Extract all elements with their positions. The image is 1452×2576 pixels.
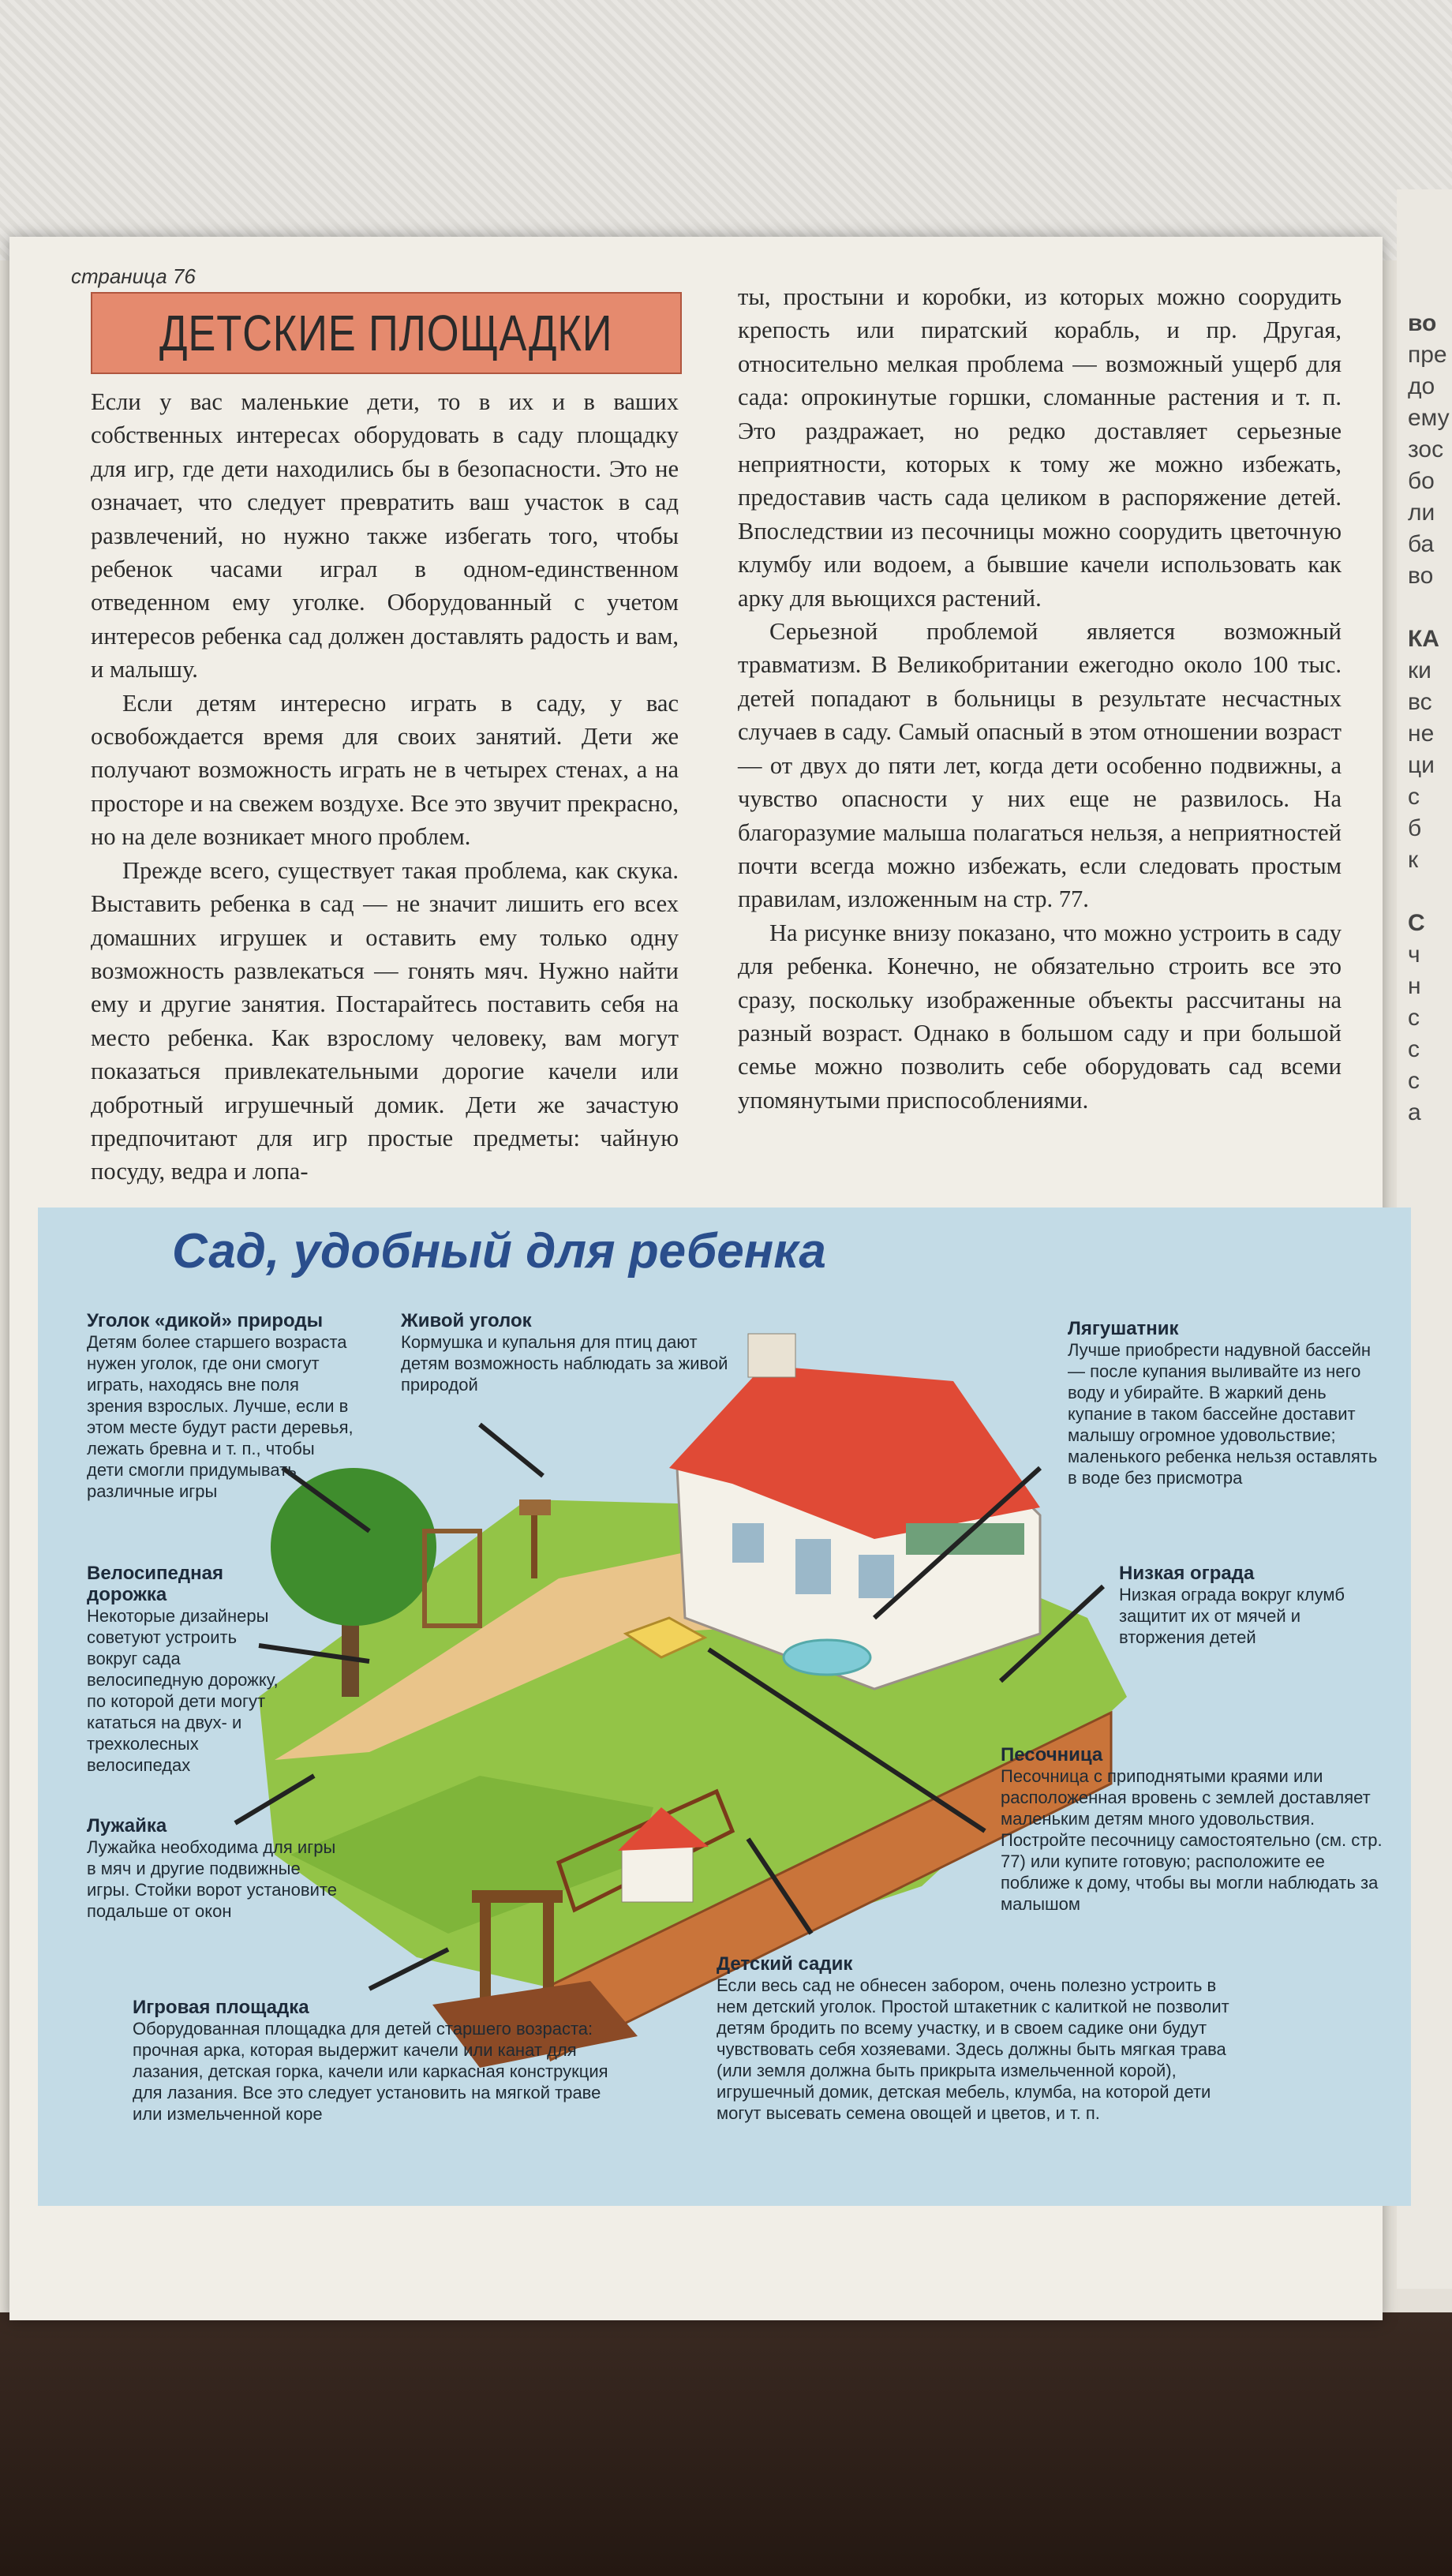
label-bike-path bbox=[87, 1563, 292, 1776]
label-heading: Велосипедная дорожка bbox=[87, 1563, 223, 1605]
label-heading: Лужайка bbox=[87, 1815, 167, 1837]
play-house bbox=[622, 1847, 693, 1902]
next-page-fragment: с bbox=[1408, 1005, 1420, 1031]
next-page-fragment: С bbox=[1408, 910, 1425, 936]
swing-beam bbox=[472, 1890, 563, 1903]
next-page-fragment: ли bbox=[1408, 500, 1435, 526]
next-page-fragment: КА bbox=[1408, 626, 1439, 652]
label-text: Оборудованная площадка для детей старшего возраста: прочная арка, которая выдержит качели или канат для лазания, детская горка, качели или каркасная конструкция для лазания. Все это следует установить на мягкой траве или измельченной коре bbox=[133, 2019, 608, 2124]
next-page-fragment: ч bbox=[1408, 942, 1420, 968]
label-text: Если весь сад не обнесен забором, очень полезно устроить в нем детский уголок. Простой штакетник с калиткой не позволит детям бродить по всему участку, и в своем садике они будут чувствовать себя хозяевами. Здесь должны быть мягкая трава (или земля должна быть прикрыта измельченной корой), игрушечный домик, детская мебель, клумба, на которой дети могут высевать семена овощей и цветов, и т. п. bbox=[717, 1975, 1229, 2123]
label-pool bbox=[1068, 1318, 1391, 1488]
next-page-fragment: ба bbox=[1408, 531, 1435, 557]
next-page-fragment bbox=[1408, 592, 1452, 623]
paragraph: Если детям интересно играть в саду, у вас освобождается время для своих занятий. Дети же получают возможность играть не в четырех стенах, а на просторе и на свежем воздухе. Все это звучит прекрасно, но на деле возникает много проблем. bbox=[91, 689, 679, 851]
bird-feeder bbox=[519, 1500, 551, 1515]
article-title: ДЕТСКИЕ ПЛОЩАДКИ bbox=[159, 305, 613, 361]
page-number: страница 76 bbox=[71, 264, 196, 288]
article-title-box bbox=[91, 292, 682, 374]
label-living-corner bbox=[401, 1310, 732, 1395]
label-text: Лужайка необходима для игры в мяч и другие подвижные игры. Стойки ворот установите подальше от окон bbox=[87, 1837, 337, 1921]
label-heading: Низкая ограда bbox=[1119, 1563, 1255, 1584]
label-heading: Песочница bbox=[1001, 1744, 1103, 1765]
label-low-fence bbox=[1119, 1563, 1387, 1648]
label-text: Низкая ограда вокруг клумб защитит их от мячей и вторжения детей bbox=[1119, 1585, 1345, 1647]
label-heading: Детский садик bbox=[717, 1953, 853, 1975]
next-page-fragment: не bbox=[1408, 721, 1435, 747]
balcony bbox=[906, 1523, 1024, 1555]
paragraph: ты, простыни и коробки, из которых можно соорудить крепость или пиратский корабль, и пр. Другая, относительно мелкая проблема — возможный ущерб для сада: опрокинутые горшки, сломанные растения и т. п. Это раздражает, но редко доставляет серьезные неприятности, которых к тому же можно избежать, предоставив часть сада целиком в распоряжение детей. Впоследствии из песочницы можно соорудить цветочную клумбу или водоем, а бывшие качели использовать как арку для вьющихся растений. bbox=[738, 283, 1342, 612]
table-surface bbox=[0, 2312, 1452, 2576]
bird-feeder-post bbox=[531, 1507, 537, 1578]
next-page-fragment: зос bbox=[1408, 436, 1444, 462]
label-playground bbox=[133, 1997, 622, 2125]
house-window bbox=[732, 1523, 764, 1563]
next-page-fragment: бо bbox=[1408, 468, 1435, 494]
label-heading: Лягушатник bbox=[1068, 1318, 1179, 1339]
house-window bbox=[795, 1539, 831, 1594]
next-page-fragments bbox=[1397, 189, 1452, 1129]
next-page-fragment: во bbox=[1408, 310, 1437, 336]
next-page-fragment: с bbox=[1408, 784, 1420, 810]
label-heading: Уголок «дикой» природы bbox=[87, 1310, 324, 1331]
next-page-fragment: а bbox=[1408, 1099, 1421, 1125]
desk-background bbox=[0, 0, 1452, 260]
label-text: Некоторые дизайнеры советуют устроить вокруг сада велосипедную дорожку, по которой дети могут кататься на двух- и трехколесных велосипедах bbox=[87, 1606, 279, 1775]
garden-title: Сад, удобный для ребенка bbox=[172, 1224, 826, 1279]
swing-post bbox=[543, 1894, 554, 1997]
paragraph: Серьезной проблемой является возможный травматизм. В Великобритании ежегодно около 100 тыс. детей попадают в больницы в результате несчастных случаев в саду. Самый опасный в этом отношении возраст — от двух до пяти лет, когда дети особенно подвижны, а чувство опасности у них еще не развилось. На благоразумие малыша полагаться нельзя, а неприятностей почти всегда можно избежать, если следовать простым правилам, изложенным на стр. 77. bbox=[738, 618, 1342, 913]
label-sandbox bbox=[1001, 1744, 1387, 1915]
text-column-left bbox=[91, 385, 679, 1189]
label-text: Лучше приобрести надувной бассейн — после купания выливайте из него воду и убирайте. В жаркий день купание в таком бассейне доставит малышу огромное удовольствие; маленького ребенка нельзя оставлять в воде без присмотра bbox=[1068, 1340, 1378, 1488]
text-column-right bbox=[738, 280, 1342, 1117]
label-lawn bbox=[87, 1815, 347, 1922]
next-page-fragment: с bbox=[1408, 1068, 1420, 1094]
label-heading: Живой уголок bbox=[401, 1310, 532, 1331]
label-text: Детям более старшего возраста нужен уголок, где они смогут играть, находясь вне поля зрения взрослых. Лучше, если в этом месте будут расти деревья, лежать бревна и т. п., чтобы дети смогли придумывать различные игры bbox=[87, 1332, 354, 1501]
next-page-fragment: ци bbox=[1408, 752, 1435, 778]
chimney bbox=[748, 1334, 795, 1377]
next-page-fragment: ки bbox=[1408, 657, 1431, 683]
label-wild-corner bbox=[87, 1310, 355, 1502]
label-heading: Игровая площадка bbox=[133, 1997, 309, 2018]
next-page-fragment: во bbox=[1408, 563, 1434, 589]
next-page-fragment: до bbox=[1408, 373, 1435, 399]
next-page-fragment: с bbox=[1408, 1036, 1420, 1062]
paragraph: Если у вас маленькие дети, то в их и в ваших собственных интересах оборудовать в саду площадку для игр, где дети находились бы в безопасности. Это не означает, что следует превратить ваш участок в сад развлечений, но нужно также избегать того, чтобы ребенок часами играл в одном-единственном отведенном ему уголке. Оборудованный с учетом интересов ребенка сад должен доставлять радость и вам, и малышу. bbox=[91, 388, 679, 683]
next-page-fragment: б bbox=[1408, 815, 1422, 841]
next-page-fragment bbox=[1408, 876, 1452, 908]
paragraph: Прежде всего, существует такая проблема, как скука. Выставить ребенка в сад — не значит лишить его всех домашних игрушек и оставить ему только одну возможность развлекаться — гонять мяч. Нужно найти ему и другие занятия. Постарайтесь поставить себя на место ребенка. Как взрослому человеку, вам могут показаться привлекательными дорогие качели или добротный игрушечный домик. Дети же зачастую предпочитают для игр простые предметы: чайную посуду, ведра и лопа- bbox=[91, 856, 679, 1185]
next-page-fragment: ему bbox=[1408, 405, 1450, 431]
next-page-fragment: н bbox=[1408, 973, 1421, 999]
paragraph: На рисунке внизу показано, что можно устроить в саду для ребенка. Конечно, не обязательно строить все это сразу, поскольку изображенные объекты рассчитаны на разный возраст. Однако в большом саду и при большой семье можно позволить себе оборудовать сад всеми упомянутыми приспособлениями. bbox=[738, 919, 1342, 1114]
pool-shape bbox=[784, 1640, 870, 1675]
garden-illustration-panel bbox=[38, 1208, 1411, 2206]
label-kids-garden bbox=[717, 1953, 1237, 2124]
next-page-fragment: к bbox=[1408, 847, 1419, 873]
next-page-fragment: вс bbox=[1408, 689, 1432, 715]
label-text: Песочница с приподнятыми краями или расположенная вровень с землей доставляет маленьким детям много удовольствия. Постройте песочницу самостоятельно (см. стр. 77) или купите готовую; расположите ее поближе к дому, чтобы вы могли наблюдать за малышом bbox=[1001, 1766, 1383, 1914]
label-text: Кормушка и купальня для птиц дают детям возможность наблюдать за живой природой bbox=[401, 1332, 728, 1395]
next-page-fragment: пре bbox=[1408, 342, 1447, 368]
house-window bbox=[859, 1555, 894, 1598]
swing-post bbox=[480, 1902, 491, 2005]
